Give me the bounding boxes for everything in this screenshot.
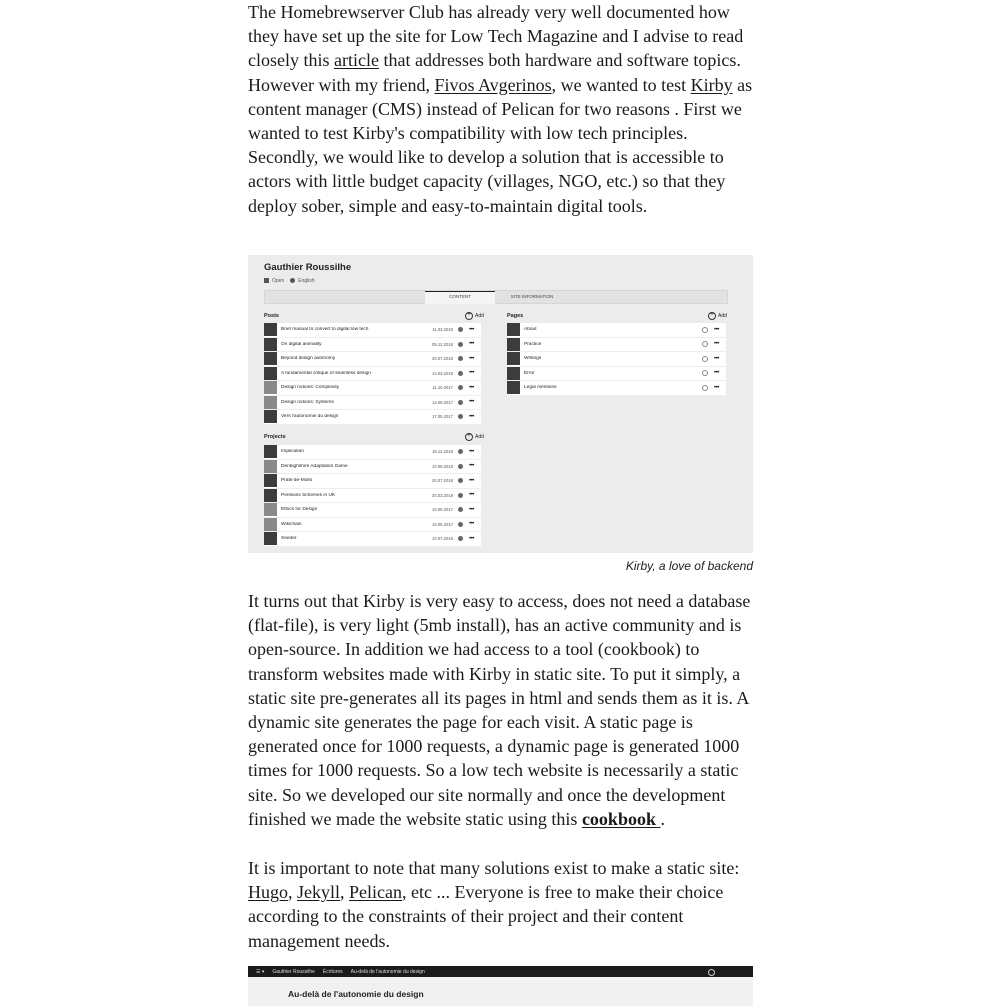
thumbnail bbox=[264, 410, 277, 423]
pages-list bbox=[507, 323, 726, 396]
item-date: 11.03.2019 bbox=[432, 327, 453, 333]
status-icon bbox=[458, 385, 463, 390]
item-date: 30.03.2018 bbox=[432, 492, 453, 498]
item-title: Brief manual to convert to digital low tech bbox=[281, 327, 369, 333]
status-icon bbox=[458, 400, 463, 405]
thumbnail bbox=[264, 460, 277, 473]
more-options-icon: ••• bbox=[469, 399, 474, 406]
meta-lang-label: English bbox=[298, 278, 315, 284]
item-title: Seeder bbox=[281, 536, 297, 542]
item-date: 17.05.2017 bbox=[432, 414, 453, 420]
list-item bbox=[264, 367, 481, 382]
list-item bbox=[264, 532, 481, 547]
pages-add-button bbox=[708, 312, 727, 320]
status-icon bbox=[458, 522, 463, 527]
list-item bbox=[264, 518, 481, 533]
panel-meta-open bbox=[264, 278, 284, 284]
menu-icon: ☰ ▾ bbox=[256, 968, 265, 975]
breadcrumb-item: Gauthier Roussilhe bbox=[272, 968, 315, 975]
more-options-icon: ••• bbox=[469, 326, 474, 333]
item-title: About bbox=[524, 327, 537, 333]
thumbnail bbox=[264, 396, 277, 409]
text-run: , bbox=[288, 882, 297, 903]
item-title: Wikichain bbox=[281, 521, 302, 527]
status-icon bbox=[458, 507, 463, 512]
thumbnail bbox=[264, 445, 277, 458]
tab-content: CONTENT bbox=[425, 291, 495, 304]
text-run: . bbox=[660, 808, 665, 829]
more-options-icon: ••• bbox=[469, 448, 474, 455]
item-title: Practice bbox=[524, 341, 542, 347]
status-icon bbox=[458, 493, 463, 498]
thumbnail bbox=[507, 338, 520, 351]
item-title: Ethics for Design bbox=[281, 507, 318, 513]
text-run: , we wanted to test bbox=[551, 74, 691, 95]
panel-site-title: Gauthier Roussilhe bbox=[264, 262, 352, 273]
breadcrumb-item: Au-delà de l'autonomie du design bbox=[350, 968, 425, 975]
panel-breadcrumb-bar bbox=[248, 966, 753, 977]
more-options-icon: ••• bbox=[714, 341, 719, 348]
thumbnail bbox=[264, 503, 277, 516]
thumbnail bbox=[507, 367, 520, 380]
more-options-icon: ••• bbox=[469, 413, 474, 420]
site-page-screenshot bbox=[248, 966, 753, 1006]
more-options-icon: ••• bbox=[469, 341, 474, 348]
item-date: 10.09.2017 bbox=[432, 507, 453, 513]
item-title: Implication bbox=[281, 449, 304, 455]
item-date: 10.07.2016 bbox=[432, 536, 453, 542]
add-label: Add bbox=[475, 313, 484, 319]
panel-meta bbox=[264, 278, 315, 284]
cookbook-link[interactable]: cookbook bbox=[581, 808, 661, 829]
page-heading: Au-delà de l'autonomie du design bbox=[288, 989, 424, 999]
status-icon bbox=[458, 478, 463, 483]
item-date: 20.07.2018 bbox=[432, 478, 453, 484]
posts-add-button bbox=[465, 312, 484, 320]
thumbnail bbox=[507, 352, 520, 365]
item-date: 11.10.2017 bbox=[432, 385, 453, 391]
pelican-link[interactable]: Pelican bbox=[349, 882, 402, 903]
item-date: 05.12.2018 bbox=[432, 341, 453, 347]
text-run: It is important to note that many solutions exist to make a static site: bbox=[248, 858, 740, 878]
thumbnail bbox=[264, 367, 277, 380]
status-icon bbox=[702, 327, 708, 333]
item-title: Beyond design autonomy bbox=[281, 356, 336, 362]
status-icon bbox=[458, 414, 463, 419]
item-date: 10.09.2018 bbox=[432, 463, 453, 469]
open-icon bbox=[264, 278, 269, 283]
item-date: 10.06.2017 bbox=[432, 521, 453, 527]
list-item bbox=[507, 323, 726, 338]
list-item bbox=[507, 338, 726, 353]
item-date: 18.12.2018 bbox=[432, 449, 453, 455]
projects-section-title: Projects bbox=[264, 434, 286, 440]
list-item bbox=[264, 396, 481, 411]
paragraph-static-generators bbox=[248, 856, 753, 953]
globe-icon bbox=[290, 278, 295, 283]
tab-site-information: SITE INFORMATION bbox=[510, 294, 554, 299]
text-run: that addresses both hardware and software topics. However with my friend, bbox=[248, 50, 741, 95]
more-options-icon: ••• bbox=[469, 384, 474, 391]
more-options-icon: ••• bbox=[714, 370, 719, 377]
list-item bbox=[264, 410, 481, 425]
fivos-avgerinos-link[interactable]: Fivos Avgerinos bbox=[434, 74, 552, 95]
jekyll-link[interactable]: Jekyll bbox=[297, 882, 340, 903]
add-label: Add bbox=[475, 434, 484, 440]
item-title: Prats-de-Mollo bbox=[281, 478, 313, 484]
thumbnail bbox=[264, 518, 277, 531]
pages-section-title: Pages bbox=[507, 313, 524, 319]
list-item bbox=[264, 323, 481, 338]
thumbnail bbox=[264, 489, 277, 502]
more-options-icon: ••• bbox=[469, 463, 474, 470]
projects-add-button bbox=[465, 433, 484, 441]
list-item bbox=[264, 381, 481, 396]
text-run: , etc ... Everyone is free to make their choice according to the constraints of their project and their content management needs. bbox=[248, 882, 724, 951]
kirby-link[interactable]: Kirby bbox=[690, 74, 733, 95]
breadcrumb-item: Écritures bbox=[322, 968, 343, 975]
list-item bbox=[264, 460, 481, 475]
status-icon bbox=[702, 356, 708, 362]
more-options-icon: ••• bbox=[469, 355, 474, 362]
more-options-icon: ••• bbox=[469, 521, 474, 528]
text-run: , bbox=[340, 882, 349, 903]
list-item bbox=[507, 367, 726, 382]
thumbnail bbox=[264, 474, 277, 487]
add-icon: + bbox=[465, 312, 473, 320]
text-run: It turns out that Kirby is very easy to access, does not need a database (flat-file), is very light (5mb install), has an active community and is open-source. In addition we had access to a tool (cookbook) to transform websites made with Kirby in static site. To put it simply, a static site pre-generates all its pages in html and sends them as it is. A dynamic site generates the page for each visit. A static page is generated once for 1000 requests, a dynamic page is generated 1000 times for 1000 requests. So a low tech website is necessarily a static site. So we developed our site normally and once the development finished we made the website static using this bbox=[248, 591, 751, 829]
search-icon bbox=[708, 969, 715, 976]
item-date: 14.09.2017 bbox=[432, 399, 453, 405]
item-title: On digital animality bbox=[281, 341, 322, 347]
figure-caption: Kirby, a love of backend bbox=[625, 559, 753, 573]
add-label: Add bbox=[718, 313, 727, 319]
thumbnail bbox=[264, 323, 277, 336]
thumbnail bbox=[507, 323, 520, 336]
paragraph-kirby bbox=[248, 589, 753, 831]
list-item bbox=[507, 352, 726, 367]
more-options-icon: ••• bbox=[714, 326, 719, 333]
posts-list bbox=[264, 323, 481, 425]
item-date: 14.03.2018 bbox=[432, 370, 453, 376]
panel-tabs bbox=[264, 290, 728, 304]
thumbnail bbox=[264, 352, 277, 365]
item-title: Legal mentions bbox=[524, 385, 557, 391]
status-icon bbox=[458, 342, 463, 347]
more-options-icon: ••• bbox=[469, 506, 474, 513]
list-item bbox=[264, 445, 481, 460]
thumbnail bbox=[264, 532, 277, 545]
item-title: Pensions Schemes in UK bbox=[281, 492, 336, 498]
item-title: A fundamental critique of seamless design bbox=[281, 370, 371, 376]
status-icon bbox=[458, 327, 463, 332]
list-item bbox=[264, 338, 481, 353]
more-options-icon: ••• bbox=[714, 384, 719, 391]
text-run: as content manager (CMS) instead of Pelican for two reasons . First we wanted to test Kirby's compatibility with low tech principles. Secondly, we would like to develop a solution that is accessible to actors with little budget capacity (villages, NGO, etc.) so that they deploy sober, simple and easy-to-maintain digital tools. bbox=[248, 74, 753, 216]
status-icon bbox=[702, 341, 708, 347]
status-icon bbox=[458, 536, 463, 541]
add-icon: + bbox=[465, 433, 473, 441]
list-item bbox=[264, 503, 481, 518]
item-title: Design notions: Systems bbox=[281, 399, 334, 405]
text-run: The Homebrewserver Club has already very well documented how they have set up the site for Low Tech Magazine and I advise to read closely this bbox=[248, 2, 744, 71]
more-options-icon: ••• bbox=[469, 535, 474, 542]
status-icon bbox=[702, 385, 708, 391]
list-item bbox=[264, 489, 481, 504]
meta-open-label: Open bbox=[272, 278, 285, 284]
item-title: Vers l'autonomie du design bbox=[281, 414, 339, 420]
hugo-link[interactable]: Hugo bbox=[248, 882, 288, 903]
list-item bbox=[264, 352, 481, 367]
paragraph-intro bbox=[248, 0, 753, 218]
item-title: Design notions: Complexity bbox=[281, 385, 340, 391]
projects-list bbox=[264, 445, 481, 547]
item-date: 30.07.2018 bbox=[432, 356, 453, 362]
more-options-icon: ••• bbox=[469, 492, 474, 499]
status-icon bbox=[458, 464, 463, 469]
list-item bbox=[264, 474, 481, 489]
status-icon bbox=[458, 371, 463, 376]
item-title: Writings bbox=[524, 356, 542, 362]
more-options-icon: ••• bbox=[469, 477, 474, 484]
thumbnail bbox=[264, 381, 277, 394]
thumbnail bbox=[264, 338, 277, 351]
kirby-panel-screenshot bbox=[248, 255, 753, 553]
status-icon bbox=[702, 370, 708, 376]
article-link[interactable]: article bbox=[334, 50, 379, 71]
add-icon: + bbox=[708, 312, 716, 320]
status-icon bbox=[458, 449, 463, 454]
posts-section-title: Posts bbox=[264, 313, 279, 319]
more-options-icon: ••• bbox=[469, 370, 474, 377]
more-options-icon: ••• bbox=[714, 355, 719, 362]
item-title: Denbighshire Adaptation Game bbox=[281, 463, 348, 469]
list-item bbox=[507, 381, 726, 396]
panel-meta-lang bbox=[290, 278, 314, 284]
item-title: Error bbox=[524, 370, 535, 376]
status-icon bbox=[458, 356, 463, 361]
thumbnail bbox=[507, 381, 520, 394]
